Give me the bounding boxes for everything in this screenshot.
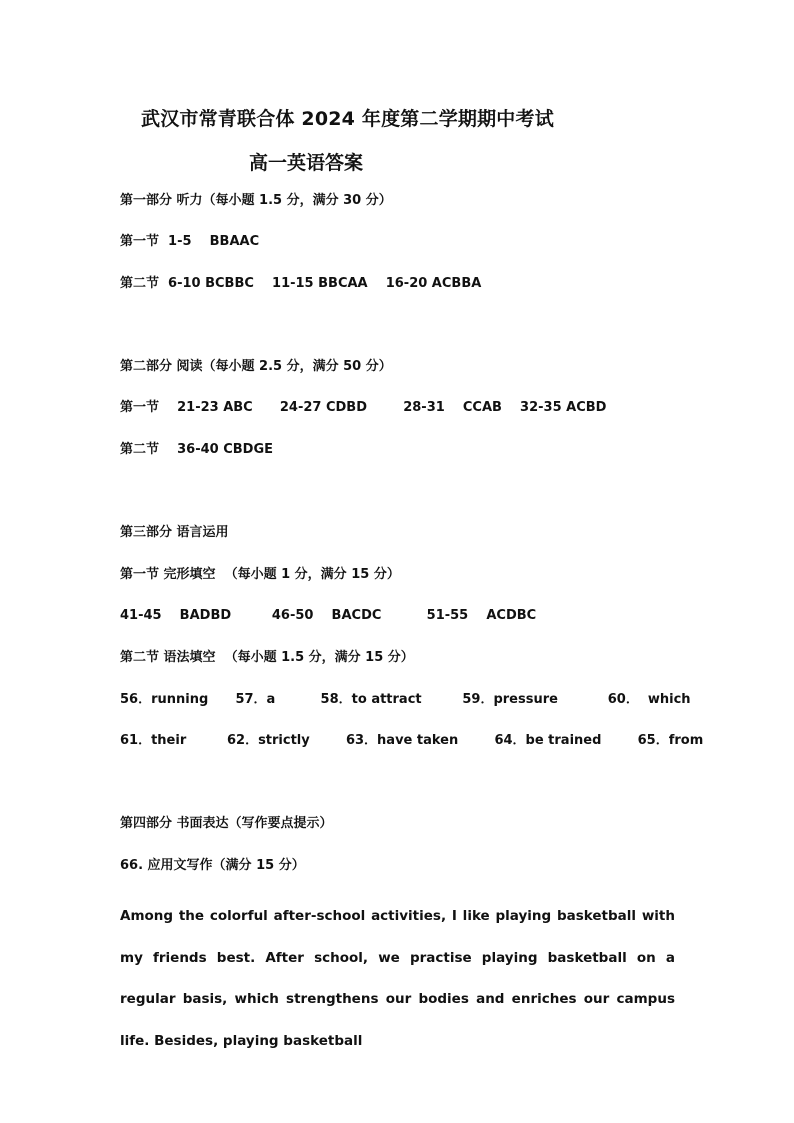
part1-heading: 第一部分 听力（每小题 1.5 分，满分 30 分）	[120, 193, 392, 208]
document-title: 武汉市常青联合体 2024 年度第二学期期中考试	[141, 108, 554, 130]
part3-section1-answers: 41-45 BADBD 46-50 BACDC 51-55 ACDBC	[120, 608, 537, 623]
part3-heading: 第三部分 语言运用	[120, 525, 229, 540]
document-subtitle: 高一英语答案	[249, 152, 364, 174]
question66-heading: 66. 应用文写作（满分 15 分）	[120, 858, 305, 873]
part4-heading: 第四部分 书面表达（写作要点提示）	[120, 816, 333, 831]
part3-section2-heading: 第二节 语法填空 （每小题 1.5 分，满分 15 分）	[120, 650, 414, 665]
sample-essay-paragraph: Among the colorful after-school activities, I like playing basketball with my friends best. After school, we practise playing basketball on a regular basis, which strengthens our bodies and enriches our campus life. Besides, playing basketball	[120, 908, 675, 1049]
part2-heading: 第二部分 阅读（每小题 2.5 分，满分 50 分）	[120, 359, 392, 374]
part2-section1-answers: 第一节 21-23 ABC 24-27 CDBD 28-31 CCAB 32-35 ACBD	[120, 400, 607, 415]
part3-section2-answers-row1: 56．running 57．a 58．to attract 59．pressure 60． which	[120, 692, 691, 707]
part1-section1-answers: 第一节 1-5 BBAAC	[120, 234, 260, 249]
part3-section1-heading: 第一节 完形填空 （每小题 1 分，满分 15 分）	[120, 567, 400, 582]
part2-section2-answers: 第二节 36-40 CBDGE	[120, 442, 273, 457]
part1-section2-answers: 第二节 6-10 BCBBC 11-15 BBCAA 16-20 ACBBA	[120, 276, 482, 291]
part3-section2-answers-row2: 61．their 62．strictly 63．have taken 64．be trained 65．from	[120, 733, 704, 748]
